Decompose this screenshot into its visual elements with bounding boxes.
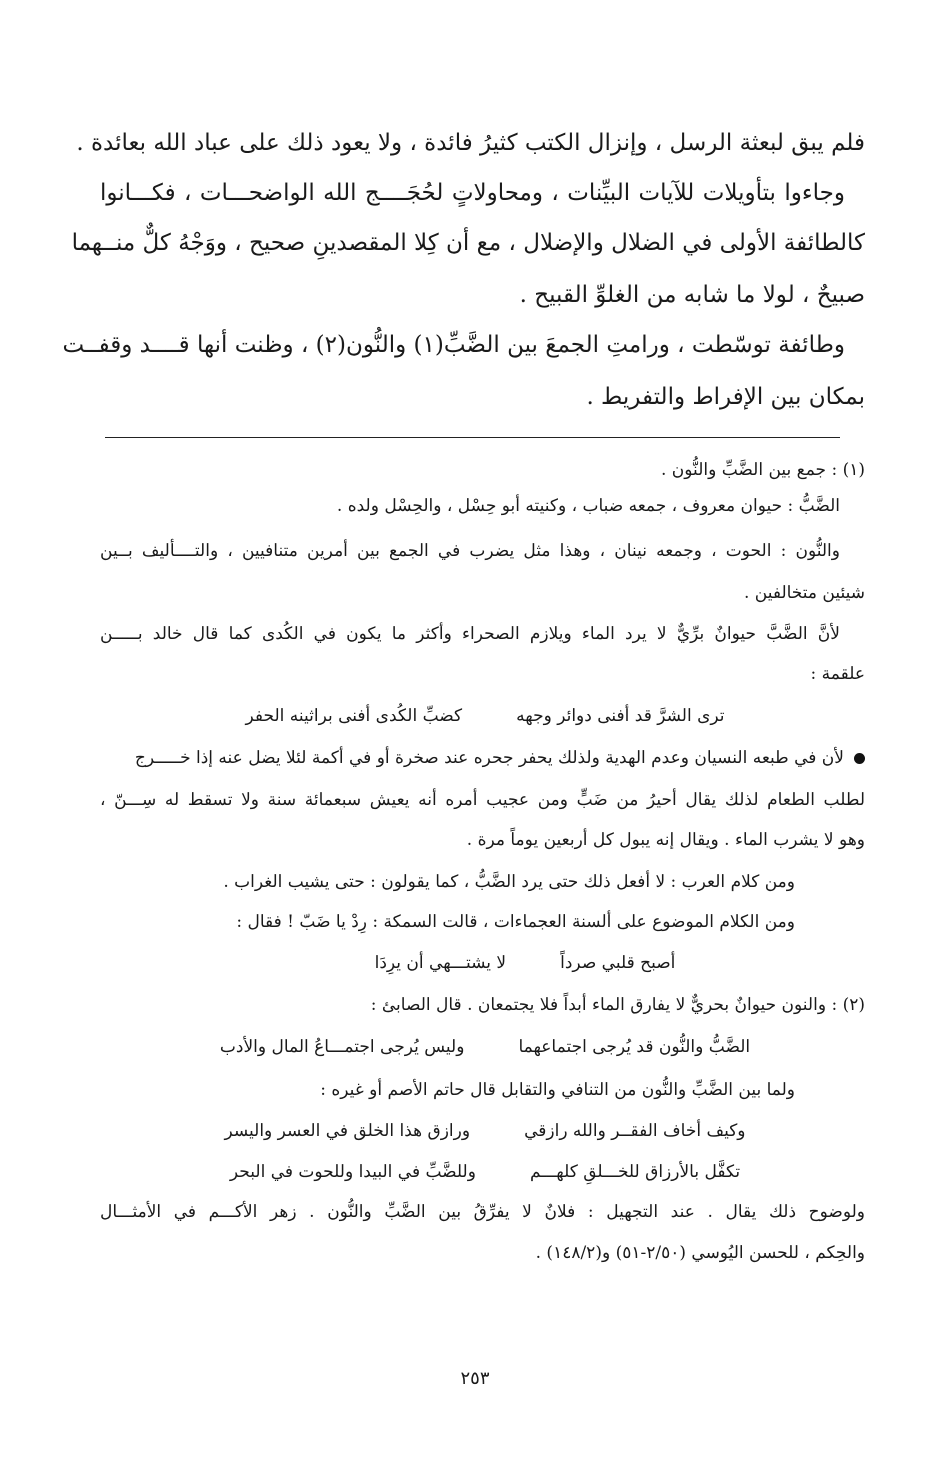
footnote-line: والحِكم ، للحسن اليُوسي (٢/٥٠-٥١) و(١٤٨/٢) . bbox=[535, 1243, 865, 1263]
footnote-line: الضَّبُّ : حيوان معروف ، جمعه ضباب ، وكنيته أبو حِسْل ، والحِسْل ولده . bbox=[336, 496, 840, 516]
poem-verse: ترى الشرَّ قد أفنى دوائر وجهه كضبِّ الكُدى أفنى براثينه الحفر bbox=[245, 706, 725, 726]
footnote-line: ومن الكلام الموضوع على ألسنة العجماءات ، قالت السمكة : رِدْ يا ضَبّ ! فقال : bbox=[236, 912, 795, 932]
footnote-line: (٢) : والنون حيوانٌ بحريٌّ لا يفارق الماء أبداً فلا يجتمعان . قال الصابئ : bbox=[370, 995, 865, 1015]
footnote-line: ولما بين الضَّبِّ والنُّون من التنافي والتقابل قال حاتم الأصم أو غيره : bbox=[320, 1080, 795, 1100]
main-text-line: بمكان بين الإفراط والتفريط . bbox=[586, 384, 865, 410]
poem-verse: الضَّبُّ والنُّون قد يُرجى اجتماعهما وليس يُرجى اجتمـــاعُ المال والأدب bbox=[219, 1037, 751, 1057]
footnote-line: شيئين متخالفين . bbox=[743, 583, 865, 603]
main-text-line: صبيحٌ ، لولا ما شابه من الغلوِّ القبيح . bbox=[519, 282, 865, 308]
footnote-line: والنُّون : الحوت ، وجمعه نينان ، وهذا مثل يضرب في الجمع بين أمرين متنافيين ، والتــــأليف بــين bbox=[100, 541, 840, 561]
footnote-line: وهو لا يشرب الماء . ويقال إنه يبول كل أربعين يوماً مرة . bbox=[466, 830, 865, 850]
footnote-line: ومن كلام العرب : لا أفعل ذلك حتى يرد الضَّبُّ ، كما يقولون : حتى يشيب الغراب . bbox=[223, 872, 795, 892]
footnote-line: علقمة : bbox=[810, 664, 865, 684]
main-text-line: وجاءوا بتأويلات للآيات البيِّنات ، ومحاولاتٍ لحُجَــــج الله الواضحـــات ، فكـــانوا bbox=[100, 180, 845, 206]
bullet-icon bbox=[854, 753, 865, 764]
main-text-line: فلم يبق لبعثة الرسل ، وإنزال الكتب كثيرُ فائدة ، ولا يعود ذلك على عباد الله بعائدة . bbox=[76, 130, 865, 156]
main-text-line: وطائفة توسّطت ، ورامتِ الجمعَ بين الضَّبِّ(١) والنُّون(٢) ، وظنت أنها قــــد وقفــت bbox=[62, 332, 845, 358]
page-number: ٢٥٣ bbox=[460, 1368, 490, 1389]
footnote-line: لأنَّ الضَّبَّ حيوانٌ برِّيٌّ لا يرد الماء ويلازم الصحراء وأكثر ما يكون في الكُدى كما قال خالد بـــــن bbox=[100, 624, 840, 644]
footnote-line: لأن في طبعه النسيان وعدم الهدية ولذلك يحفر جحره عند صخرة أو في أكمة لئلا يضل عنه إذا خـــــرج bbox=[134, 748, 844, 768]
footnote-divider bbox=[105, 437, 840, 438]
footnote-line: لطلب الطعام لذلك يقال أحيرُ من ضَبٍّ ومن عجيب أمره أنه يعيش سبعمائة سنة ولا تسقط له سِـــنّ ، bbox=[100, 790, 865, 810]
footnote-line: ولوضوح ذلك يقال . عند التجهيل : فلانٌ لا يفرِّقُ بين الضَّبِّ والنُّون . زهر الأكـــم في الأمثـــال bbox=[100, 1202, 865, 1222]
poem-verse: وكيف أخاف الفقــر والله رازقي ورازق هذا الخلق في العسر واليسر bbox=[224, 1121, 746, 1141]
poem-verse: أصبح قلبي صرداً لا يشتـــهي أن يرِدَا bbox=[374, 953, 676, 973]
main-text-line: كالطائفة الأولى في الضلال والإضلال ، مع أن كِلا المقصدينِ صحيح ، ووَجْهُ كلٌّ منــهما bbox=[71, 230, 865, 256]
footnote-line: (١) : جمع بين الضَّبِّ والنُّون . bbox=[660, 460, 865, 480]
bullet-paragraph bbox=[100, 748, 865, 768]
poem-verse: تكفَّل بالأرزاق للخـــلقِ كلهـــم وللضَّبِّ في البيدا وللحوت في البحر bbox=[229, 1162, 741, 1182]
